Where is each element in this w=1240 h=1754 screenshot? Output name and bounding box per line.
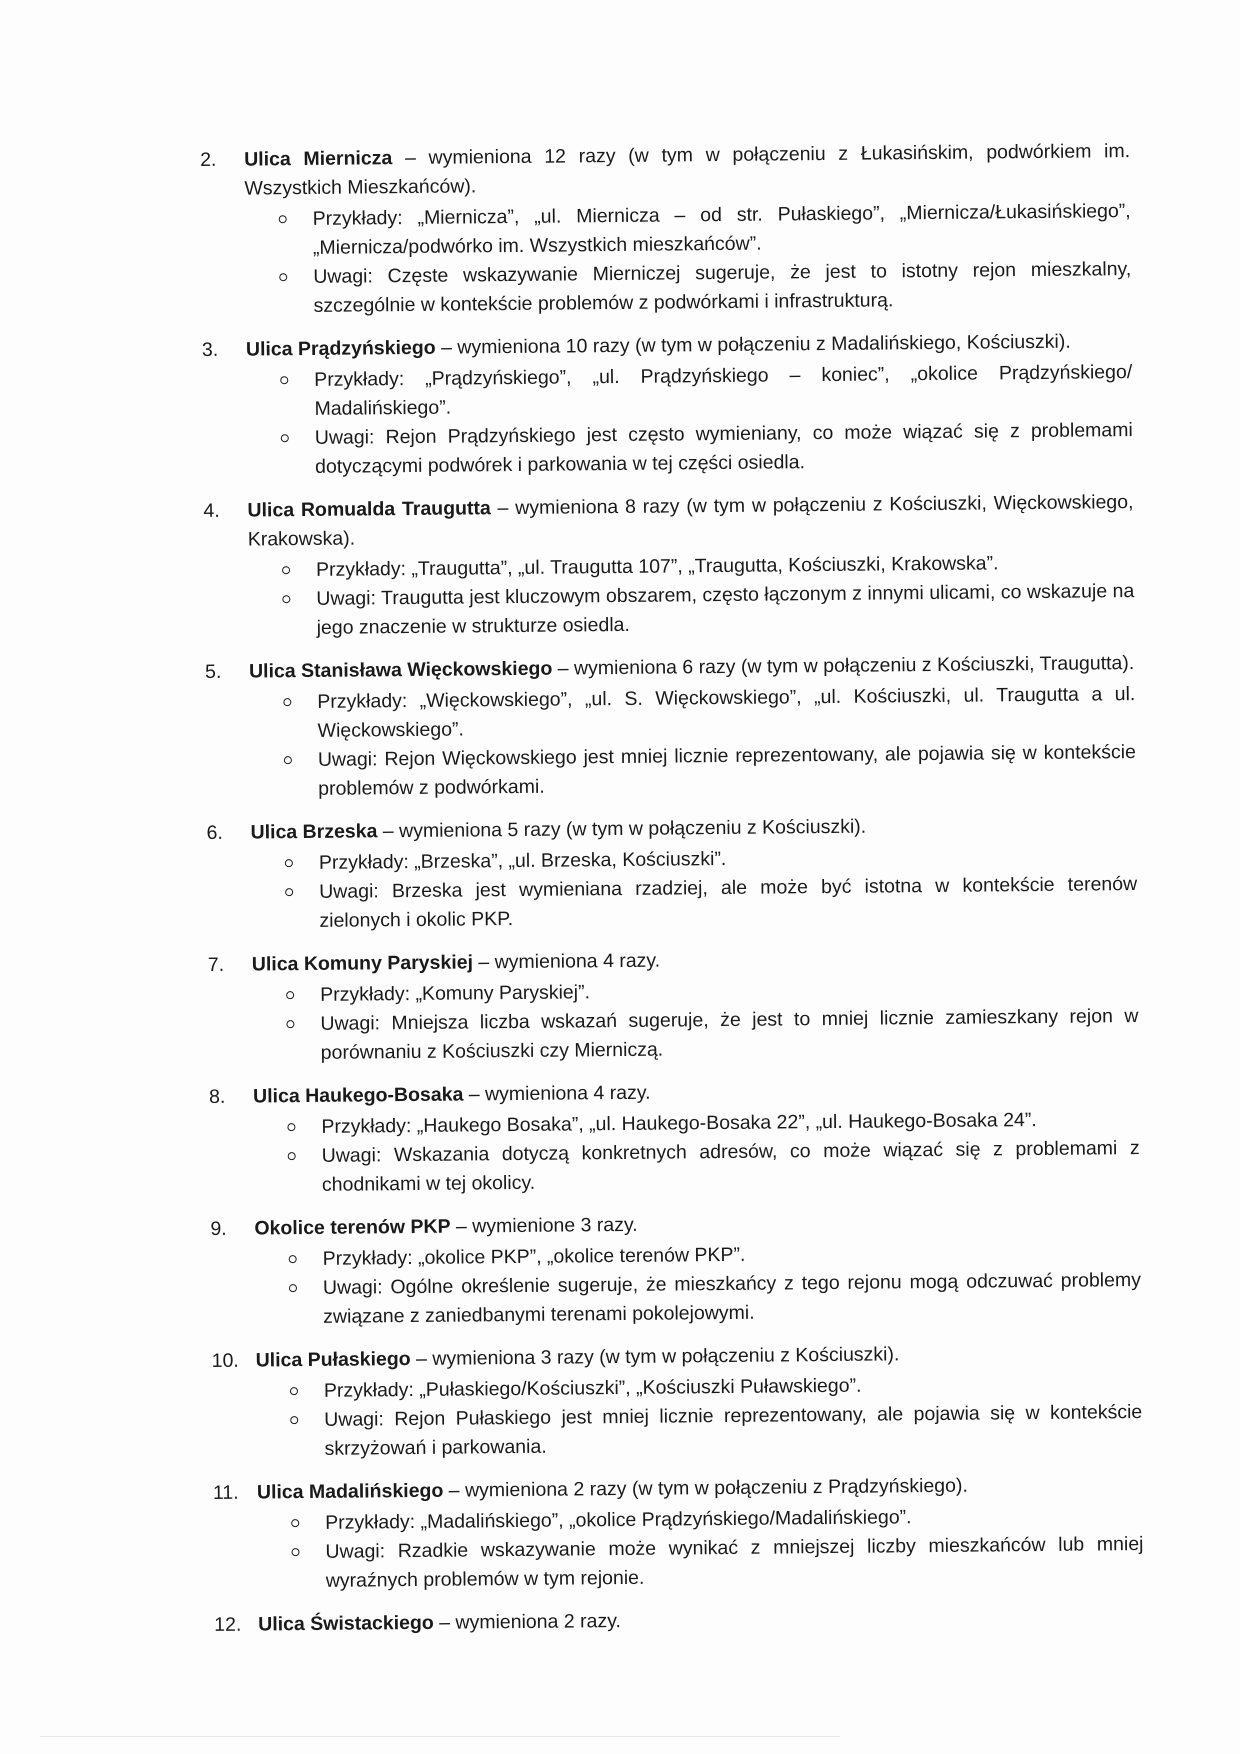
item-number: 3.: [201, 338, 219, 361]
sub-item-notes: [282, 1002, 1139, 1068]
circle-bullet-icon: [291, 1519, 299, 1527]
circle-bullet-icon: [282, 566, 290, 574]
sub-item-notes: [281, 870, 1138, 936]
item-description: – wymieniona 8 razy (w tym w połączeniu z Kościuszki, Więckowskiego, Krakowska).: [247, 491, 1134, 551]
sub-item-text: Uwagi: Rejon Prądzyńskiego jest często wymieniany, co może wiązać się z problemami dotyczącymi podwórek i parkowania w tej części osiedla.: [314, 419, 1133, 478]
list-item: [205, 649, 1136, 805]
item-description: – wymieniona 2 razy (w tym w połączeniu z Prądzyńskiego).: [443, 1474, 968, 1502]
item-description: – wymienione 3 razy.: [450, 1213, 638, 1238]
item-number: 10.: [211, 1349, 239, 1372]
item-title: Ulica Świstackiego: [258, 1611, 434, 1636]
list-item: [206, 810, 1137, 937]
sub-item-examples: [279, 680, 1136, 746]
item-number: 6.: [206, 821, 223, 844]
item-description: – wymieniona 5 razy (w tym w połączeniu z Kościuszki).: [377, 815, 867, 843]
list-item: [200, 137, 1132, 322]
sub-item-text: Przykłady: „Miernicza”, „ul. Miernicza – od str. Pułaskiego”, „Miernicza/Łukasińskiego”, „Miernicza/podwórko im. Wszystkich mieszkańców”.: [312, 200, 1131, 259]
item-heading: [244, 137, 1131, 204]
sub-list: [253, 1105, 1140, 1201]
item-title: Okolice terenów PKP: [254, 1215, 451, 1240]
circle-bullet-icon: [282, 595, 290, 603]
sub-item-notes: [286, 1398, 1143, 1464]
sub-item-text: Przykłady: „Brzeska”, „ul. Brzeska, Kościuszki”.: [318, 847, 727, 874]
list-item: [209, 1074, 1140, 1201]
sub-list: [255, 1237, 1142, 1333]
circle-bullet-icon: [291, 1548, 299, 1556]
item-number: 2.: [200, 148, 217, 171]
item-title: Ulica Miernicza: [244, 147, 393, 171]
item-description: – wymieniona 12 razy (w tym w połączeniu z Łukasińskim, podwórkiem im. Wszystkich Mieszkańców).: [244, 140, 1131, 200]
item-title: Ulica Komuny Paryskiej: [251, 951, 474, 976]
item-title: Ulica Brzeska: [250, 820, 378, 844]
circle-bullet-icon: [286, 991, 294, 999]
circle-bullet-icon: [286, 1020, 294, 1028]
sub-item-notes: [280, 738, 1137, 804]
sub-item-text: Uwagi: Częste wskazywanie Mierniczej sugeruje, że jest to istotny rejon mieszkalny, szczególnie w kontekście problemów z podwórkami i infrastrukturą.: [313, 258, 1132, 317]
sub-item-text: Uwagi: Rejon Więckowskiego jest mniej licznie reprezentowany, ale pojawia się w kontekście problemów z podwórkami.: [317, 741, 1136, 800]
item-title: Ulica Prądzyńskiego: [245, 336, 436, 361]
sub-item-text: Przykłady: „Pułaskiego/Kościuszki”, „Kościuszki Puławskiego”.: [323, 1374, 862, 1402]
list-item: [214, 1602, 1144, 1640]
sub-item-notes: [284, 1134, 1141, 1200]
sub-item-text: Uwagi: Brzeska jest wymieniana rzadziej, ale może być istotna w kontekście terenów zielonych i okolic PKP.: [319, 873, 1138, 932]
circle-bullet-icon: [287, 1123, 295, 1131]
sub-item-text: Przykłady: „Więckowskiego”, „ul. S. Więckowskiego”, „ul. Kościuszki, ul. Traugutta a ul. Więckowskiego”.: [317, 683, 1136, 742]
circle-bullet-icon: [284, 756, 292, 764]
sub-item-examples: [276, 358, 1133, 424]
sub-item-notes: [277, 416, 1134, 482]
sub-item-text: Uwagi: Traugutta jest kluczowym obszarem, często łączonym z innymi ulicami, co wskazuje na jego znaczenie w strukturze osiedla.: [316, 580, 1135, 639]
item-title: Ulica Stanisława Więckowskiego: [248, 657, 553, 683]
item-number: 7.: [207, 953, 225, 976]
sub-item-text: Przykłady: „okolice PKP”, „okolice terenów PKP”.: [322, 1243, 746, 1270]
item-title: Ulica Pułaskiego: [255, 1348, 411, 1372]
sub-list: [256, 1369, 1143, 1465]
circle-bullet-icon: [289, 1255, 297, 1263]
circle-bullet-icon: [290, 1387, 298, 1395]
item-description: – wymieniona 4 razy.: [472, 949, 661, 974]
circle-bullet-icon: [289, 1284, 297, 1292]
item-title: Ulica Haukego-Bosaka: [253, 1083, 464, 1108]
item-heading: [258, 1602, 1144, 1640]
sub-item-notes: [287, 1530, 1144, 1596]
circle-bullet-icon: [288, 1152, 296, 1160]
sub-list: [245, 197, 1132, 321]
list-item: [213, 1470, 1144, 1597]
list-item: [203, 488, 1134, 644]
circle-bullet-icon: [285, 888, 293, 896]
list-item: [208, 942, 1139, 1069]
item-number: 4.: [203, 499, 220, 522]
sub-list: [246, 358, 1133, 482]
circle-bullet-icon: [280, 376, 288, 384]
sub-item-text: Uwagi: Mniejsza liczba wskazań sugeruje, że jest to mniej licznie zamieszkany rejon w porównaniu z Kościuszki czy Mierniczą.: [320, 1005, 1139, 1064]
sub-item-notes: [285, 1266, 1142, 1332]
sub-item-text: Uwagi: Wskazania dotyczą konkretnych adresów, co może wiązać się z problemami z chodnikami w tej okolicy.: [321, 1137, 1140, 1196]
item-title: Ulica Madalińskiego: [256, 1479, 444, 1504]
item-description: – wymieniona 2 razy.: [433, 1610, 622, 1634]
list-item: [202, 327, 1133, 483]
item-title: Ulica Romualda Traugutta: [247, 497, 491, 522]
item-number: 9.: [210, 1217, 227, 1240]
sub-item-text: Przykłady: „Komuny Paryskiej”.: [320, 981, 591, 1006]
circle-bullet-icon: [283, 698, 291, 706]
item-heading: [247, 488, 1134, 555]
sub-item-text: Przykłady: „Madalińskiego”, „okolice Prądzyńskiego/Madalińskiego”.: [325, 1506, 912, 1534]
circle-bullet-icon: [285, 859, 293, 867]
sub-list: [252, 973, 1139, 1069]
item-description: – wymieniona 3 razy (w tym w połączeniu z Kościuszki).: [410, 1343, 900, 1371]
item-number: 12.: [214, 1613, 242, 1636]
circle-bullet-icon: [281, 434, 289, 442]
sub-item-text: Przykłady: „Haukego Bosaka”, „ul. Haukego-Bosaka 22”, „ul. Haukego-Bosaka 24”.: [321, 1109, 1037, 1138]
circle-bullet-icon: [279, 215, 287, 223]
list-item: [210, 1206, 1141, 1333]
sub-item-notes: [278, 577, 1135, 643]
item-number: 5.: [204, 660, 222, 683]
item-description: – wymieniona 4 razy.: [463, 1081, 651, 1106]
sub-item-text: Uwagi: Ogólne określenie sugeruje, że mieszkańcy z tego rejonu mogą odczuwać problemy związane z zaniedbanymi terenami pokolejowymi.: [322, 1269, 1142, 1328]
list-item: [212, 1338, 1143, 1465]
sub-item-text: Uwagi: Rzadkie wskazywanie może wynikać z mniejszej liczby mieszkańców lub mniej wyraźnych problemów w tym rejonie.: [325, 1533, 1144, 1592]
sub-list: [249, 680, 1136, 804]
item-number: 11.: [212, 1481, 239, 1504]
item-number: 8.: [209, 1085, 226, 1108]
sub-item-examples: [275, 197, 1132, 263]
sub-item-text: Uwagi: Rejon Pułaskiego jest mniej licznie reprezentowany, ale pojawia się w kontekście skrzyżowań i parkowania.: [324, 1401, 1143, 1460]
sub-list: [248, 548, 1135, 644]
circle-bullet-icon: [290, 1416, 298, 1424]
sub-item-notes: [275, 255, 1132, 321]
sub-item-text: Przykłady: „Traugutta”, „ul. Traugutta 107”, „Traugutta, Kościuszki, Krakowska”.: [315, 552, 999, 581]
item-description: – wymieniona 6 razy (w tym w połączeniu z Kościuszki, Traugutta).: [552, 652, 1135, 680]
sub-item-text: Przykłady: „Prądzyńskiego”, „ul. Prądzyńskiego – koniec”, „okolice Prądzyńskiego/ Madalińskiego”.: [314, 361, 1133, 420]
item-description: – wymieniona 10 razy (w tym w połączeniu z Madalińskiego, Kościuszki).: [435, 330, 1071, 359]
circle-bullet-icon: [279, 273, 287, 281]
scan-edge-line: [40, 1736, 840, 1737]
street-mentions-list: [200, 137, 1144, 1654]
sub-list: [251, 841, 1138, 937]
sub-list: [257, 1501, 1144, 1597]
